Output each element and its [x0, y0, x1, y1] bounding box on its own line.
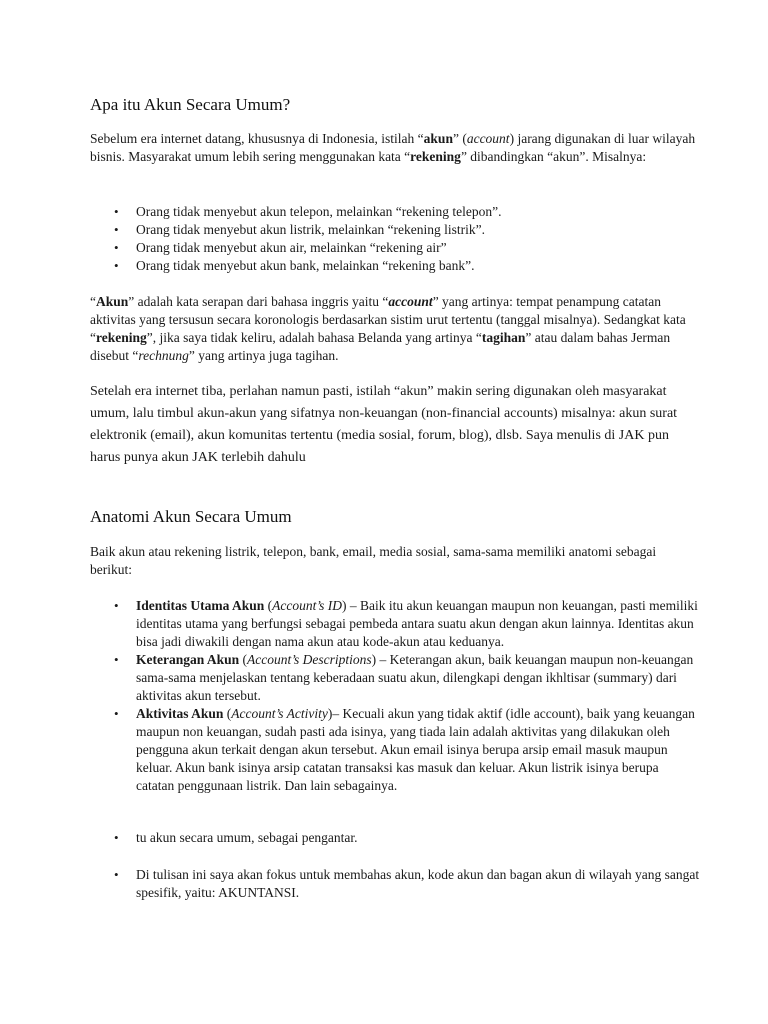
heading-apa-itu-akun: Apa itu Akun Secara Umum?	[90, 95, 291, 114]
fokus-list	[90, 866, 700, 902]
anatomi-list	[90, 597, 700, 795]
intro-paragraph	[90, 130, 700, 166]
list-item: • tu akun secara umum, sebagai pengantar.	[90, 829, 700, 847]
item-title: Identitas Utama Akun	[136, 598, 265, 613]
internet-era-paragraph: Setelah era internet tiba, perlahan namun pasti, istilah “akun” makin sering digunakan oleh masyarakat umum, lalu timbul akun-akun yang sifatnya non-keuangan (non-financial accounts) misalnya: akun surat elektronik (email), akun komunitas tertentu (media sosial, forum, blog), dlsb. Saya menulis di JAK pun harus punya akun JAK terlebih dahulu	[90, 384, 678, 465]
list-item: • Orang tidak menyebut akun telepon, melainkan “rekening telepon”.	[90, 203, 700, 221]
text: ” atau dalam bahas Jerman disebut “	[90, 330, 671, 363]
italic-rechnung: rechnung	[138, 348, 189, 363]
italic-account: account	[466, 131, 510, 146]
list-item: • Orang tidak menyebut akun air, melainkan “rekening air”	[90, 239, 700, 257]
text: “	[90, 294, 96, 309]
text: ” dibandingkan “akun”. Misalnya:	[460, 149, 647, 164]
text: ” adalah kata serapan dari bahasa inggris yaitu “	[128, 294, 389, 309]
bold-akun: akun	[423, 131, 453, 146]
text: (	[264, 598, 273, 613]
bold-rekening: rekening	[410, 149, 461, 164]
item-description: ) – Keterangan akun, baik keuangan maupun non-keuangan sama-sama menjelaskan tentang keberadaan suatu akun, dilengkapi dengan ikhltisar (summary) dari aktivitas akun tersebut.	[136, 652, 694, 703]
list-item-aktivitas	[90, 705, 700, 795]
text: ” yang artinya: tempat penampung catatan aktivitas yang tersusun secara koronologis berdasarkan sistim urut tertentu (tanggal misalnya). Sedangkat kata “	[90, 294, 686, 345]
bold-italic-account: account	[388, 294, 433, 309]
text: (	[239, 652, 248, 667]
text: ” yang artinya juga tagihan.	[188, 348, 339, 363]
bold-akun: Akun	[96, 294, 129, 309]
text: Sebelum era internet datang, khususnya di Indonesia, istilah “	[90, 131, 424, 146]
item-italic: Account’s Descriptions	[247, 652, 372, 667]
anatomi-intro-paragraph: Baik akun atau rekening listrik, telepon, bank, email, media sosial, sama-sama memiliki anatomi sebagai berikut:	[90, 544, 657, 577]
item-title: Keterangan Akun	[136, 652, 240, 667]
item-description: ) – Baik itu akun keuangan maupun non keuangan, pasti memiliki identitas utama yang berfungsi sebagai pembeda antara suatu akun dengan akun lainnya. Identitas akun bisa jadi diwakili dengan nama akun atau kode-akun atau keduanya.	[136, 598, 698, 649]
list-item-identitas	[90, 597, 700, 651]
list-item: • Orang tidak menyebut akun listrik, melainkan “rekening listrik”.	[90, 221, 700, 239]
item-description: )– Kecuali akun yang tidak aktif (idle account), baik yang keuangan maupun non keuangan, sudah pasti ada isinya, yang tiada lain adalah aktivitas yang dilakukan oleh pengguna akun terkait dengan akun tersebut. Akun email isinya berupa arsip email masuk maupun keluar. Akun bank isinya arsip catatan transaksi kas masuk dan keluar. Akun listrik isinya berupa catatan penggunaan listrik. Dan lain sebagainya.	[136, 706, 695, 793]
akun-definition-paragraph	[90, 293, 700, 365]
text: ” (	[452, 131, 467, 146]
text: ”, jika saya tidak keliru, adalah bahasa Belanda yang artinya “	[146, 330, 482, 345]
item-title: Aktivitas Akun	[136, 706, 224, 721]
item-italic: Account’s Activity	[231, 706, 328, 721]
text: ) jarang digunakan di luar wilayah bisnis. Masyarakat umum lebih sering menggunakan kata “	[90, 131, 696, 164]
list-item: • Di tulisan ini saya akan fokus untuk membahas akun, kode akun dan bagan akun di wilayah yang sangat spesifik, yaitu: AKUNTANSI.	[90, 866, 700, 902]
item-italic: Account’s ID	[272, 598, 343, 613]
list-item: • Orang tidak menyebut akun bank, melainkan “rekening bank”.	[90, 257, 700, 275]
list-item-keterangan	[90, 651, 700, 705]
bold-rekening: rekening	[96, 330, 147, 345]
bold-tagihan: tagihan	[481, 330, 526, 345]
rekening-list	[90, 203, 700, 275]
pengantar-list	[90, 829, 700, 847]
heading-anatomi-akun: Anatomi Akun Secara Umum	[90, 507, 292, 526]
text: (	[223, 706, 232, 721]
